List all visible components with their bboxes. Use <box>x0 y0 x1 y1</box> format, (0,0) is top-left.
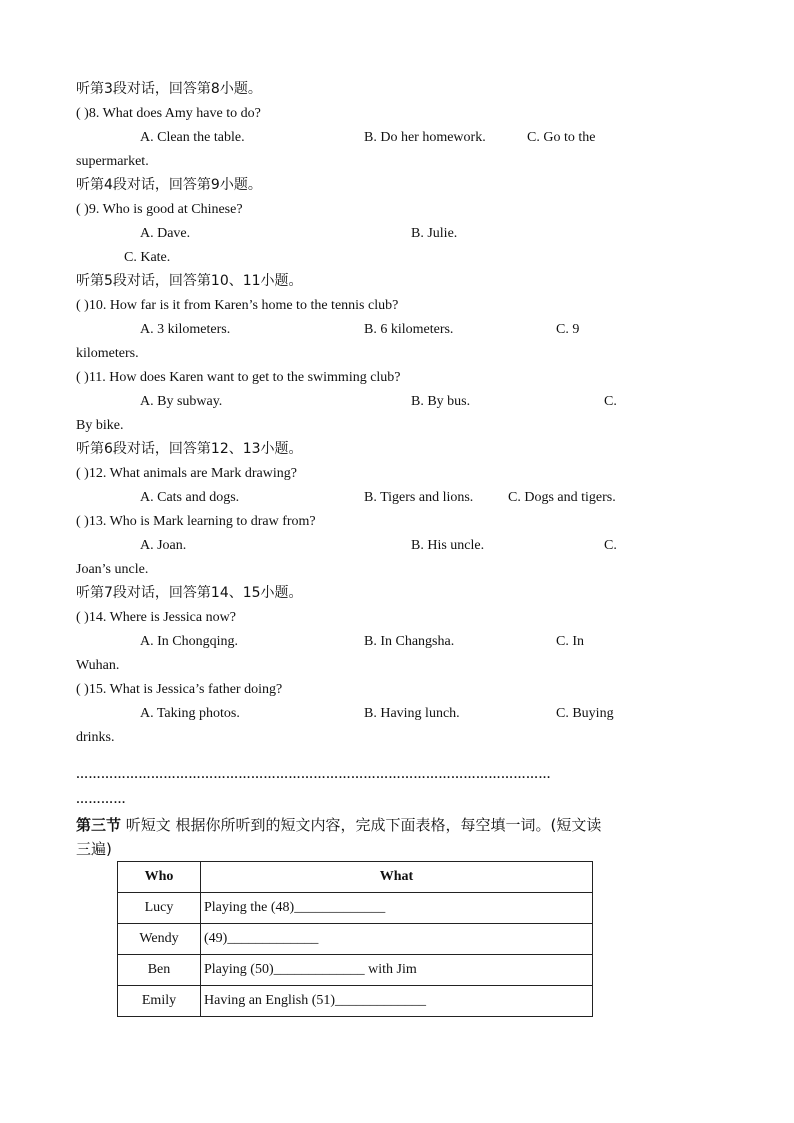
section-header-5: 听第5段对话，回答第10、11小题。 <box>76 273 303 289</box>
question-10-option-c[interactable]: C. 9 <box>556 322 580 337</box>
question-8-option-a[interactable]: A. Clean the table. <box>140 130 245 145</box>
question-8-option-b[interactable]: B. Do her homework. <box>364 130 486 145</box>
section-header-6: 听第6段对话，回答第12、13小题。 <box>76 441 303 457</box>
listening-table <box>117 861 593 1017</box>
table-row <box>118 986 593 1017</box>
table-cell-who: Ben <box>118 955 201 986</box>
table-cell-who: Emily <box>118 986 201 1017</box>
question-13-stem: ( )13. Who is Mark learning to draw from? <box>76 514 316 529</box>
question-12-option-a[interactable]: A. Cats and dogs. <box>140 490 240 505</box>
divider-dots-line-1: …………………………………………………………………………………………………… <box>76 767 551 781</box>
question-11-option-c[interactable]: C. <box>604 394 617 409</box>
question-15-option-c[interactable]: C. Buying <box>556 706 614 721</box>
table-row <box>118 924 593 955</box>
table-cell-who: Wendy <box>118 924 201 955</box>
question-9-option-a[interactable]: A. Dave. <box>140 226 191 241</box>
question-11-option-b[interactable]: B. By bus. <box>411 394 471 409</box>
part3-instruction: 听短文 根据你所听到的短文内容，完成下面表格，每空填一词。(短文读 <box>121 816 602 834</box>
question-12-stem: ( )12. What animals are Mark drawing? <box>76 466 297 481</box>
question-8-stem: ( )8. What does Amy have to do? <box>76 106 261 121</box>
part3-title: 第三节 <box>76 816 122 834</box>
table-row <box>118 893 593 924</box>
table-cell-who: Lucy <box>118 893 201 924</box>
table-header-who: Who <box>118 862 201 893</box>
question-9-stem: ( )9. Who is good at Chinese? <box>76 202 243 217</box>
question-15-option-a[interactable]: A. Taking photos. <box>140 706 240 721</box>
table-cell-what[interactable]: (49)_____________ <box>201 924 593 955</box>
question-13-option-a[interactable]: A. Joan. <box>140 538 187 553</box>
table-cell-what[interactable]: Having an English (51)_____________ <box>201 986 593 1017</box>
section-header-4: 听第4段对话，回答第9小题。 <box>76 177 262 193</box>
question-15-option-b[interactable]: B. Having lunch. <box>364 706 460 721</box>
question-9-option-b[interactable]: B. Julie. <box>411 226 458 241</box>
question-11-option-c-wrap: By bike. <box>76 418 124 433</box>
question-12-option-b[interactable]: B. Tigers and lions. <box>364 490 474 505</box>
question-14-option-a[interactable]: A. In Chongqing. <box>140 634 238 649</box>
question-10-option-c-wrap: kilometers. <box>76 346 139 361</box>
question-9-option-c[interactable]: C. Kate. <box>124 250 171 265</box>
table-row <box>118 955 593 986</box>
question-13-option-b[interactable]: B. His uncle. <box>411 538 485 553</box>
question-14-stem: ( )14. Where is Jessica now? <box>76 610 236 625</box>
table-header-row <box>118 862 593 893</box>
question-10-option-b[interactable]: B. 6 kilometers. <box>364 322 454 337</box>
question-13-option-c-wrap: Joan’s uncle. <box>76 562 149 577</box>
question-8-option-c[interactable]: C. Go to the <box>527 130 596 145</box>
divider-dots-line-2: ………… <box>76 792 126 806</box>
part3-instruction-wrap: 三遍) <box>76 840 112 858</box>
question-15-stem: ( )15. What is Jessica’s father doing? <box>76 682 283 697</box>
question-11-stem: ( )11. How does Karen want to get to the swimming club? <box>76 370 401 385</box>
question-10-stem: ( )10. How far is it from Karen’s home to the tennis club? <box>76 298 399 313</box>
question-11-option-a[interactable]: A. By subway. <box>140 394 223 409</box>
table-cell-what[interactable]: Playing the (48)_____________ <box>201 893 593 924</box>
question-12-option-c[interactable]: C. Dogs and tigers. <box>508 490 616 505</box>
table-cell-what[interactable]: Playing (50)_____________ with Jim <box>201 955 593 986</box>
question-10-option-a[interactable]: A. 3 kilometers. <box>140 322 231 337</box>
section-header-3: 听第3段对话，回答第8小题。 <box>76 81 262 97</box>
question-13-option-c[interactable]: C. <box>604 538 617 553</box>
question-14-option-c-wrap: Wuhan. <box>76 658 120 673</box>
section-header-7: 听第7段对话，回答第14、15小题。 <box>76 585 303 601</box>
question-8-option-c-wrap: supermarket. <box>76 154 149 169</box>
question-15-option-c-wrap: drinks. <box>76 730 115 745</box>
question-14-option-b[interactable]: B. In Changsha. <box>364 634 455 649</box>
table-header-what: What <box>201 862 593 893</box>
question-14-option-c[interactable]: C. In <box>556 634 584 649</box>
part3-instruction-line <box>76 816 601 834</box>
